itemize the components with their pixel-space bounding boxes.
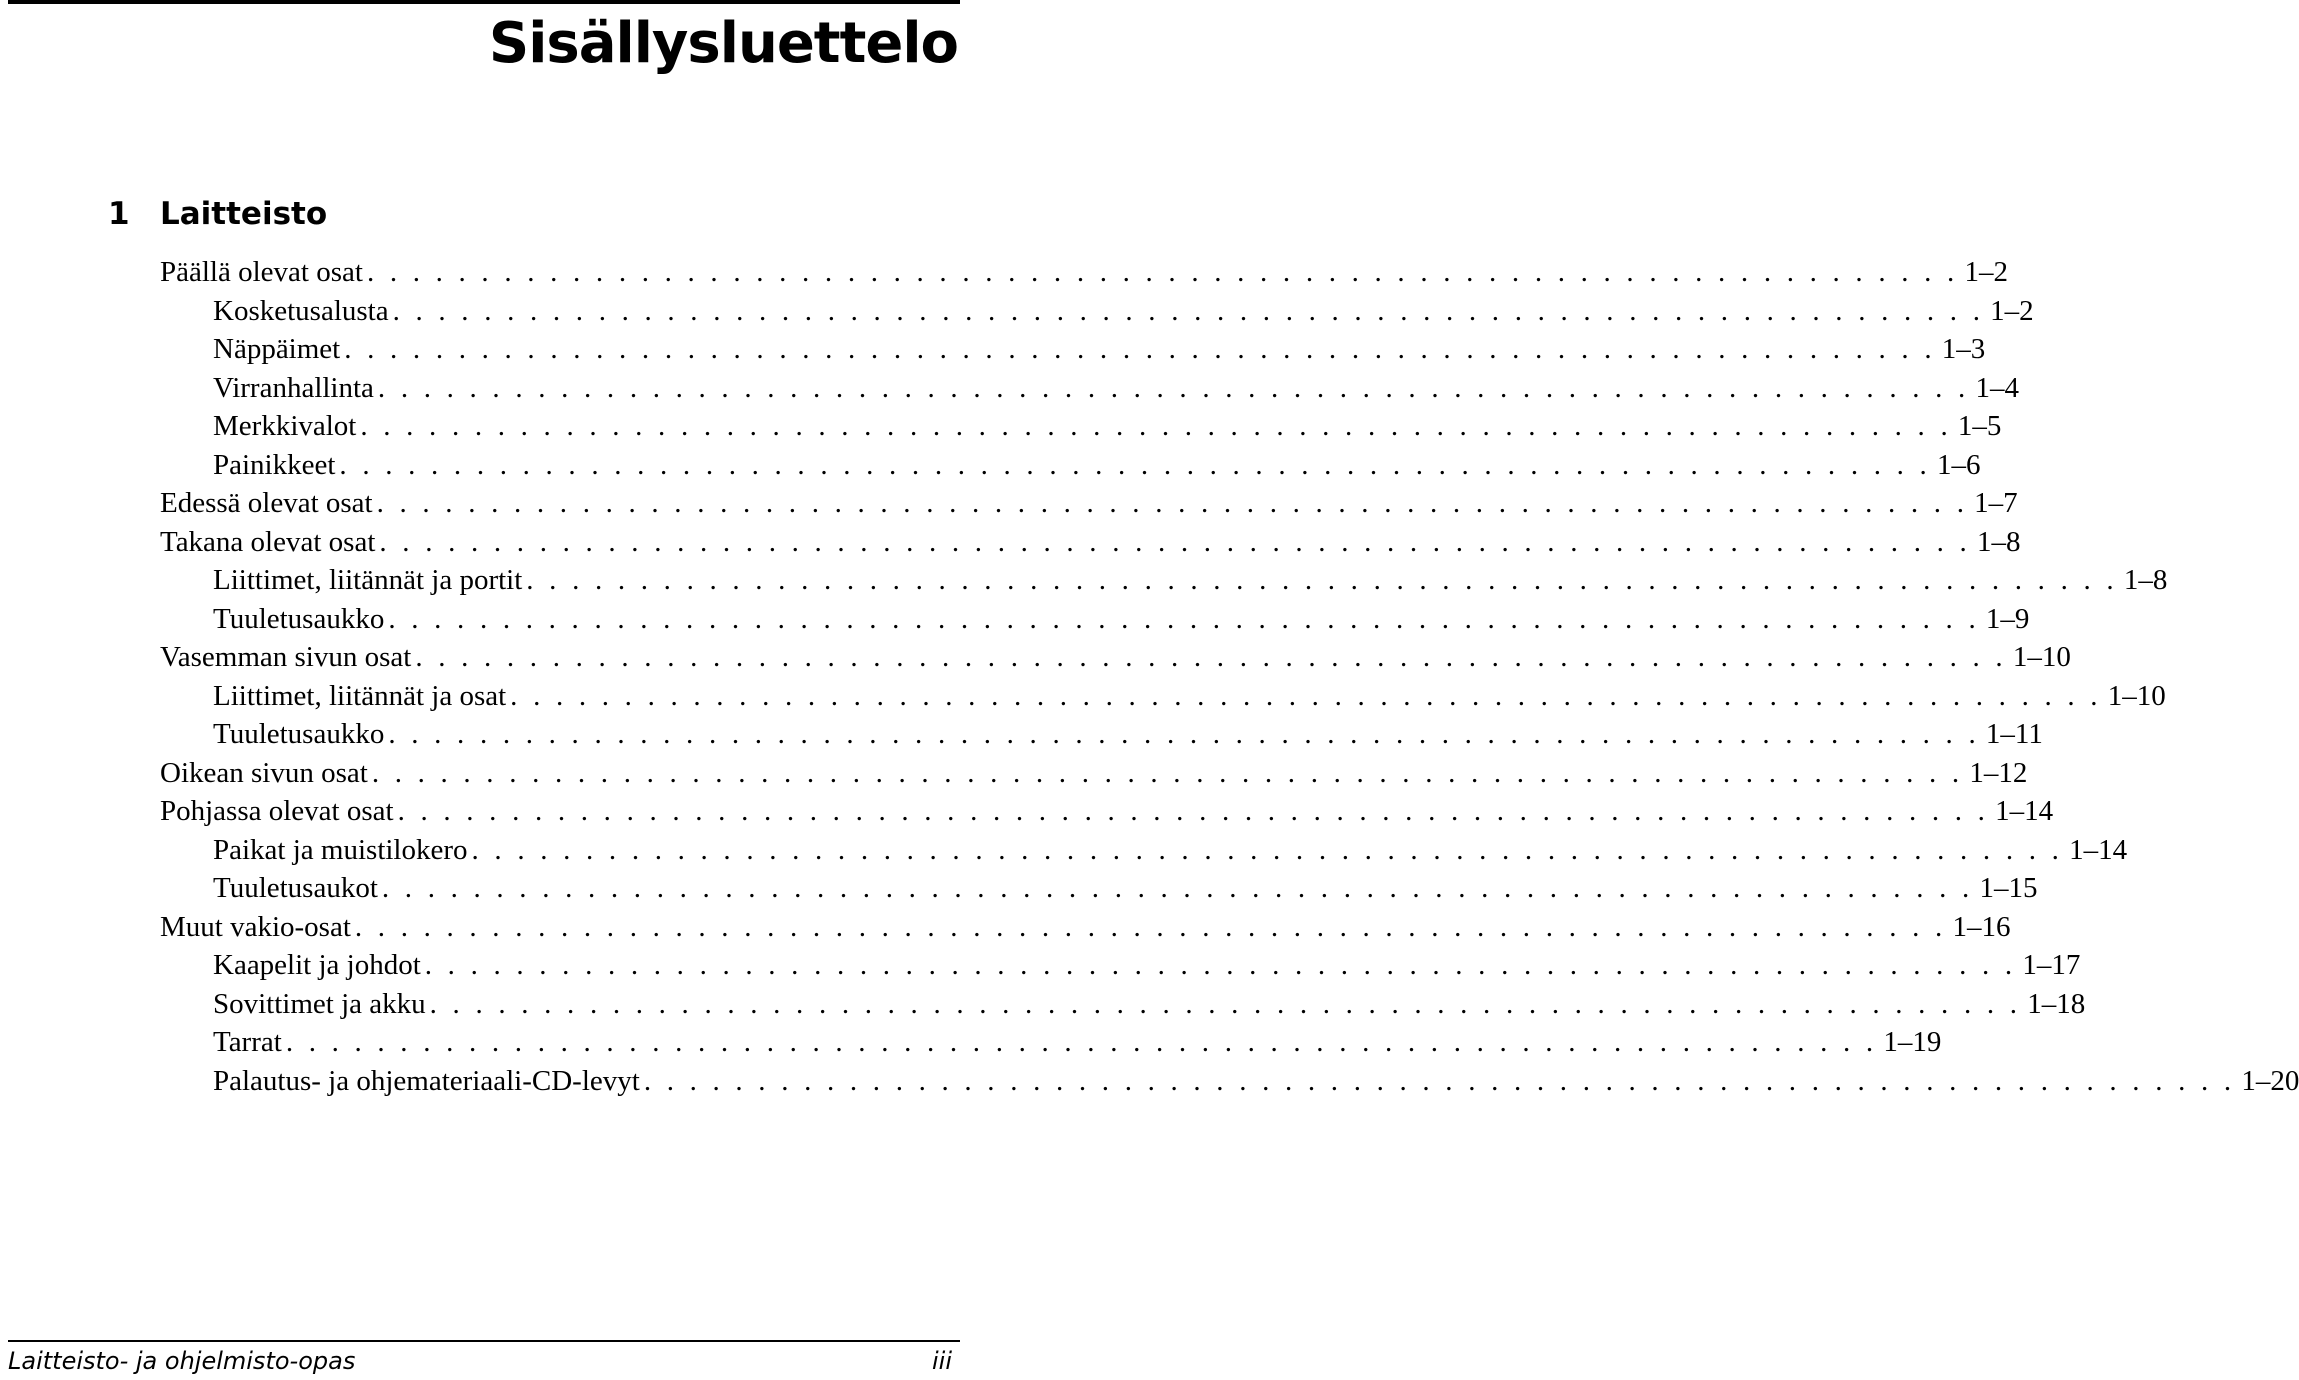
chapter-number: 1: [108, 196, 130, 232]
toc-dot-leader: . . . . . . . . . . . . . . . . . . . . . . . . . . . . . . . . . . . . . . . . . . . . . . . . . . . . . . . . . . . . . . . . . . . . . .: [471, 833, 2064, 866]
toc-entry[interactable]: [0, 292, 2034, 331]
toc-entry[interactable]: [0, 407, 2002, 446]
toc-dot-leader: . . . . . . . . . . . . . . . . . . . . . . . . . . . . . . . . . . . . . . . . . . . . . . . . . . . . . . . . . . . . . . . . . . . . . .: [526, 564, 2118, 596]
toc-entry-content: [213, 1062, 2299, 1101]
toc-entry-content: [160, 754, 2028, 793]
toc-dot-leader: . . . . . . . . . . . . . . . . . . . . . . . . . . . . . . . . . . . . . . . . . . . . . . . . . . . . . . . . . . . . . . . . . . . . . .: [339, 448, 1931, 481]
toc-dot-leader: . . . . . . . . . . . . . . . . . . . . . . . . . . . . . . . . . . . . . . . . . . . . . . . . . . . . . . . . . . . . . . . . . . . . . .: [379, 525, 1971, 558]
toc-entry-page-number: 1–16: [1952, 910, 2011, 943]
chapter-heading: [108, 192, 327, 236]
toc-entry-page-number: 1–2: [1964, 256, 2008, 288]
toc-entry-content: [213, 600, 2030, 639]
toc-entry-label: Virranhallinta: [213, 369, 378, 408]
toc-entry[interactable]: [0, 600, 2030, 639]
toc-entry[interactable]: [0, 831, 2128, 870]
footer-page-number: iii: [931, 1347, 952, 1375]
toc-dot-leader: . . . . . . . . . . . . . . . . . . . . . . . . . . . . . . . . . . . . . . . . . . . . . . . . . . . . . . . . . . . . . . . . . . . . . .: [643, 1064, 2236, 1097]
toc-dot-leader: . . . . . . . . . . . . . . . . . . . . . . . . . . . . . . . . . . . . . . . . . . . . . . . . . . . . . . . . . . . . . . . . . . . . . .: [392, 294, 1985, 327]
toc-entry-content: [213, 715, 2043, 754]
toc-dot-leader: . . . . . . . . . . . . . . . . . . . . . . . . . . . . . . . . . . . . . . . . . . . . . . . . . . . . . . . . . . . . . . . . . . . . . .: [510, 679, 2102, 712]
toc-entry-label: Pohjassa olevat osat: [160, 792, 398, 831]
toc-entry-label: Merkkivalot: [213, 407, 360, 446]
table-of-contents: [0, 253, 2299, 1100]
toc-entry-label: Päällä olevat osat: [160, 253, 367, 292]
toc-dot-leader: . . . . . . . . . . . . . . . . . . . . . . . . . . . . . . . . . . . . . . . . . . . . . . . . . . . . . . . . . . . . . . . . . . . . . .: [376, 487, 1969, 519]
toc-entry-content: [213, 985, 2086, 1024]
toc-entry[interactable]: [0, 946, 2081, 985]
toc-entry-label: Oikean sivun osat: [160, 754, 372, 793]
toc-entry-page-number: 1–9: [1985, 602, 2030, 635]
chapter-title: Laitteisto: [160, 196, 328, 232]
toc-entry-content: [160, 792, 2054, 831]
toc-entry-label: Liittimet, liitännät ja osat: [213, 677, 510, 716]
toc-entry[interactable]: [0, 908, 2011, 947]
toc-dot-leader: . . . . . . . . . . . . . . . . . . . . . . . . . . . . . . . . . . . . . . . . . . . . . . . . . . . . . . . . . . . . . . . . . . . . . .: [366, 256, 1959, 288]
toc-entry-content: [213, 292, 2034, 331]
toc-entry-label: Tuuletusaukot: [213, 869, 382, 908]
toc-entry-page-number: 1–4: [1975, 371, 2019, 404]
toc-entry-content: [213, 446, 1981, 485]
toc-entry-page-number: 1–7: [1974, 487, 2018, 519]
toc-entry-label: Kosketusalusta: [213, 292, 393, 331]
toc-dot-leader: . . . . . . . . . . . . . . . . . . . . . . . . . . . . . . . . . . . . . . . . . . . . . . . . . . . . . . . . . . . . . . . . . . . . . .: [285, 1026, 1878, 1058]
toc-entry-content: [213, 869, 2038, 908]
top-rule: [8, 0, 960, 4]
toc-dot-leader: . . . . . . . . . . . . . . . . . . . . . . . . . . . . . . . . . . . . . . . . . . . . . . . . . . . . . . . . . . . . . . . . . . . . . .: [360, 410, 1952, 442]
toc-entry[interactable]: [0, 869, 2038, 908]
toc-entry-page-number: 1–17: [2022, 949, 2081, 981]
toc-entry-page-number: 1–8: [2123, 564, 2168, 596]
toc-entry-content: [213, 330, 1986, 369]
toc-entry-page-number: 1–5: [1957, 410, 2002, 442]
toc-entry[interactable]: [0, 253, 2008, 292]
toc-entry-content: [213, 831, 2128, 870]
toc-entry-label: Liittimet, liitännät ja portit: [213, 561, 526, 600]
toc-entry-page-number: 1–19: [1883, 1026, 1942, 1058]
toc-entry-label: Tarrat: [213, 1023, 286, 1062]
toc-entry-label: Muut vakio-osat: [160, 908, 355, 947]
toc-entry-page-number: 1–10: [2012, 641, 2071, 673]
toc-entry-label: Palautus- ja ohjemateriaali-CD-levyt: [213, 1062, 644, 1101]
toc-entry-label: Näppäimet: [213, 330, 344, 369]
toc-entry-content: [213, 677, 2166, 716]
toc-dot-leader: . . . . . . . . . . . . . . . . . . . . . . . . . . . . . . . . . . . . . . . . . . . . . . . . . . . . . . . . . . . . . . . . . . . . . .: [381, 872, 1974, 904]
toc-dot-leader: . . . . . . . . . . . . . . . . . . . . . . . . . . . . . . . . . . . . . . . . . . . . . . . . . . . . . . . . . . . . . . . . . . . . . .: [429, 987, 2022, 1020]
toc-entry[interactable]: [0, 330, 1986, 369]
toc-dot-leader: . . . . . . . . . . . . . . . . . . . . . . . . . . . . . . . . . . . . . . . . . . . . . . . . . . . . . . . . . . . . . . . . . . . . . .: [397, 795, 1990, 827]
toc-entry[interactable]: [0, 523, 2021, 562]
toc-entry-label: Paikat ja muistilokero: [213, 831, 472, 870]
toc-dot-leader: . . . . . . . . . . . . . . . . . . . . . . . . . . . . . . . . . . . . . . . . . . . . . . . . . . . . . . . . . . . . . . . . . . . . . .: [377, 371, 1970, 404]
toc-entry-page-number: 1–8: [1976, 525, 2021, 558]
toc-entry-page-number: 1–3: [1941, 333, 1986, 365]
toc-entry-page-number: 1–2: [1990, 294, 2034, 327]
toc-entry[interactable]: [0, 677, 2166, 716]
toc-dot-leader: . . . . . . . . . . . . . . . . . . . . . . . . . . . . . . . . . . . . . . . . . . . . . . . . . . . . . . . . . . . . . . . . . . . . . .: [354, 910, 1947, 943]
toc-entry-page-number: 1–12: [1969, 756, 2028, 789]
toc-entry-page-number: 1–18: [2027, 987, 2086, 1020]
toc-entry-content: [213, 407, 2002, 446]
toc-entry-page-number: 1–11: [1985, 718, 2043, 750]
toc-entry[interactable]: [0, 715, 2043, 754]
toc-entry-page-number: 1–15: [1979, 872, 2038, 904]
toc-entry-content: [160, 908, 2011, 947]
toc-entry[interactable]: [0, 985, 2086, 1024]
toc-entry-content: [213, 946, 2081, 985]
toc-entry-content: [160, 638, 2071, 677]
toc-entry-label: Painikkeet: [213, 446, 339, 485]
toc-entry-content: [213, 1023, 1942, 1062]
toc-entry[interactable]: [0, 754, 2028, 793]
toc-entry-label: Takana olevat osat: [160, 523, 379, 562]
footer-document-title: Laitteisto- ja ohjelmisto-opas: [8, 1347, 356, 1375]
toc-entry-page-number: 1–6: [1936, 448, 1981, 481]
toc-entry-page-number: 1–10: [2107, 679, 2166, 712]
toc-entry[interactable]: [0, 369, 2019, 408]
toc-entry-page-number: 1–20: [2241, 1064, 2299, 1097]
toc-dot-leader: . . . . . . . . . . . . . . . . . . . . . . . . . . . . . . . . . . . . . . . . . . . . . . . . . . . . . . . . . . . . . . . . . . . . . .: [388, 718, 1980, 750]
toc-entry-content: [213, 369, 2019, 408]
page-title: Sisällysluettelo: [488, 11, 958, 76]
toc-entry-content: [213, 561, 2168, 600]
toc-entry[interactable]: [0, 1062, 2299, 1101]
toc-entry-page-number: 1–14: [2069, 833, 2128, 866]
toc-dot-leader: . . . . . . . . . . . . . . . . . . . . . . . . . . . . . . . . . . . . . . . . . . . . . . . . . . . . . . . . . . . . . . . . . . . . . .: [371, 756, 1964, 789]
toc-entry[interactable]: [0, 1023, 1942, 1062]
toc-entry[interactable]: [0, 638, 2071, 677]
toc-entry-label: Tuuletusaukko: [213, 600, 388, 639]
toc-entry-label: Sovittimet ja akku: [213, 985, 430, 1024]
toc-entry-page-number: 1–14: [1995, 795, 2054, 827]
toc-entry-content: [160, 253, 2008, 292]
toc-entry-label: Vasemman sivun osat: [160, 638, 415, 677]
toc-entry-label: Tuuletusaukko: [213, 715, 388, 754]
toc-entry[interactable]: [0, 561, 2168, 600]
toc-entry[interactable]: [0, 446, 1981, 485]
toc-dot-leader: . . . . . . . . . . . . . . . . . . . . . . . . . . . . . . . . . . . . . . . . . . . . . . . . . . . . . . . . . . . . . . . . . . . . . .: [415, 641, 2007, 673]
toc-entry-content: [160, 484, 2018, 523]
toc-dot-leader: . . . . . . . . . . . . . . . . . . . . . . . . . . . . . . . . . . . . . . . . . . . . . . . . . . . . . . . . . . . . . . . . . . . . . .: [388, 602, 1980, 635]
toc-entry-label: Kaapelit ja johdot: [213, 946, 425, 985]
toc-dot-leader: . . . . . . . . . . . . . . . . . . . . . . . . . . . . . . . . . . . . . . . . . . . . . . . . . . . . . . . . . . . . . . . . . . . . . .: [424, 949, 2017, 981]
toc-dot-leader: . . . . . . . . . . . . . . . . . . . . . . . . . . . . . . . . . . . . . . . . . . . . . . . . . . . . . . . . . . . . . . . . . . . . . .: [344, 333, 1936, 365]
toc-entry-content: [160, 523, 2021, 562]
footer-rule: [8, 1340, 960, 1342]
toc-entry[interactable]: [0, 484, 2018, 523]
page-footer: [8, 1344, 952, 1378]
toc-entry-label: Edessä olevat osat: [160, 484, 377, 523]
toc-entry[interactable]: [0, 792, 2054, 831]
